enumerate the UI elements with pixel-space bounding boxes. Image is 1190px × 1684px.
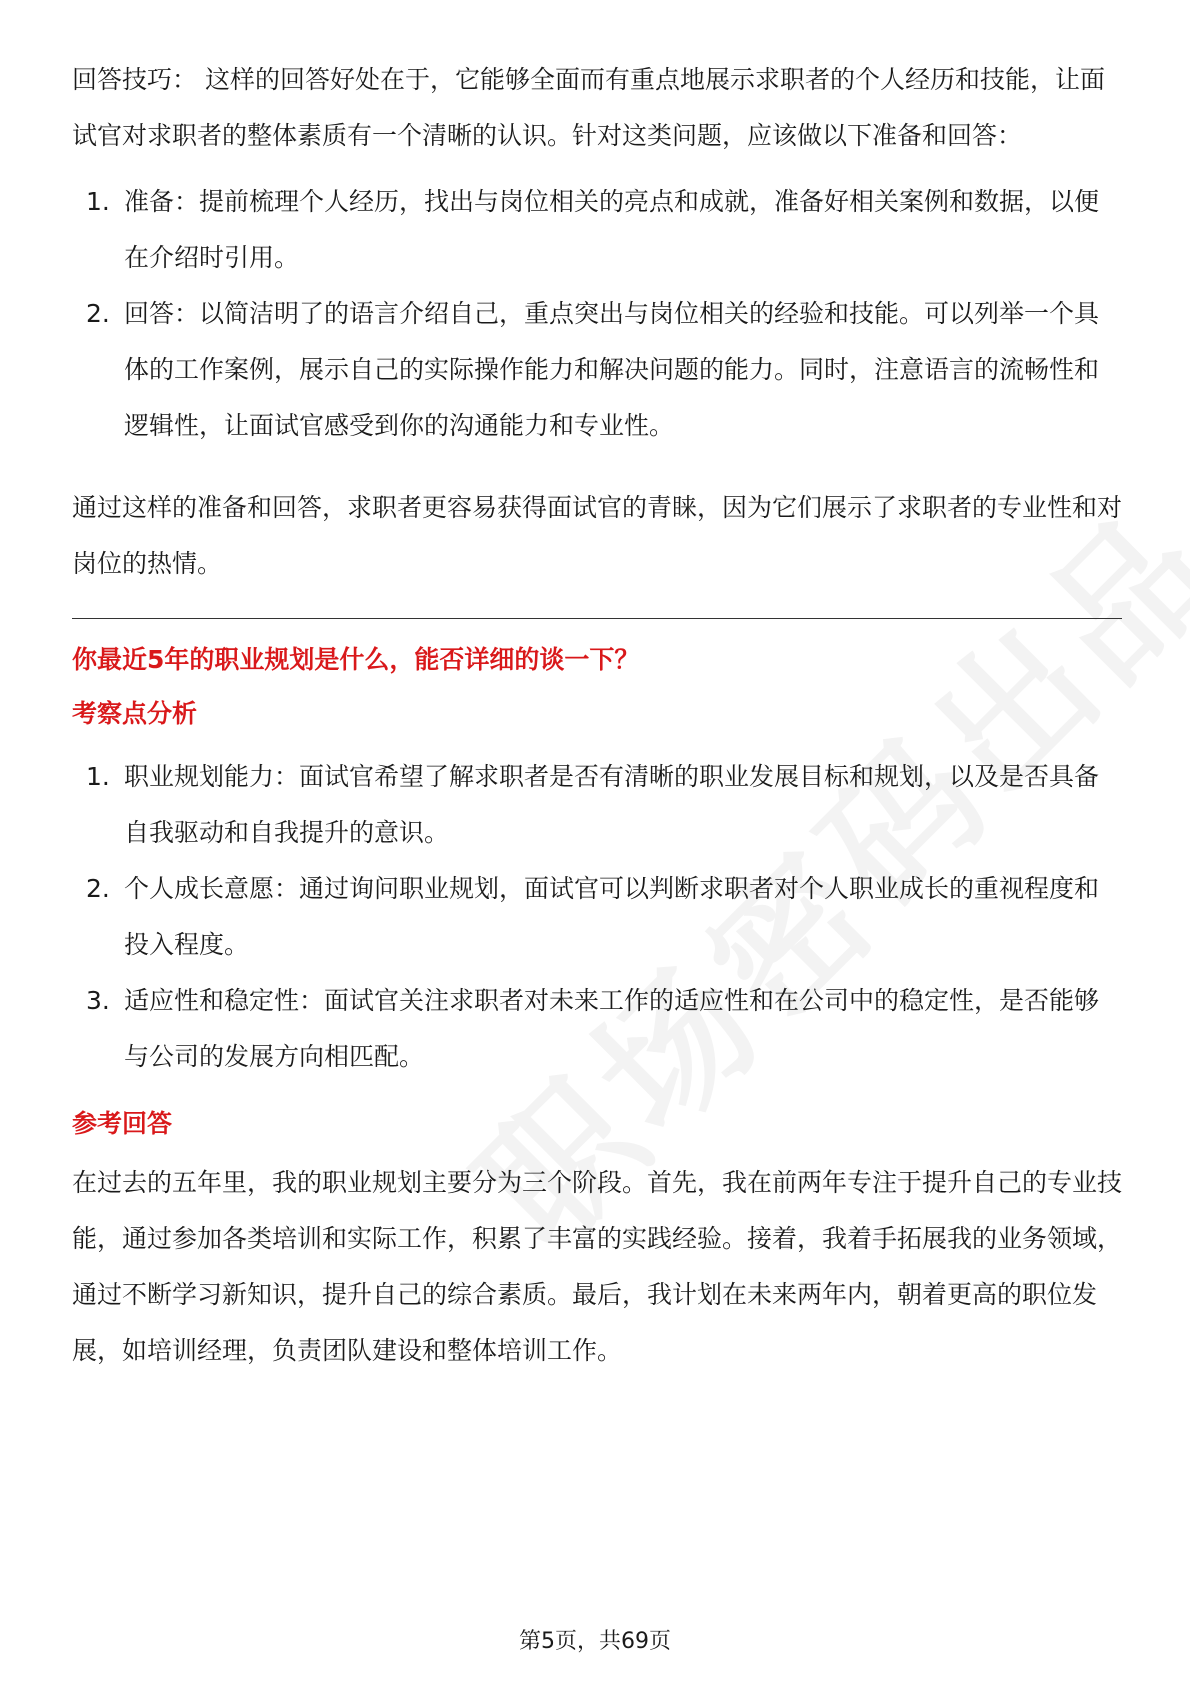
list-number: 1.: [86, 187, 110, 216]
document-body: [72, 52, 1122, 1379]
reference-answer-paragraph: 在过去的五年里，我的职业规划主要分为三个阶段。首先，我在前两年专注于提升自己的专业技能，通过参加各类培训和实际工作，积累了丰富的实践经验。接着，我着手拓展我的业务领域，通过不断学习新知识，提升自己的综合素质。最后，我计划在未来两年内，朝着更高的职位发展，如培训经理，负责团队建设和整体培训工作。: [72, 1168, 1123, 1365]
list-number: 3.: [86, 986, 110, 1015]
reference-heading: 参考回答: [72, 1109, 173, 1138]
list-text: 回答：以简洁明了的语言介绍自己，重点突出与岗位相关的经验和技能。可以列举一个具体的工作案例，展示自己的实际操作能力和解决问题的能力。同时，注意语言的流畅性和逻辑性，让面试官感受到你的沟通能力和专业性。: [124, 299, 1100, 440]
page-number: 第5页，共69页: [519, 1629, 671, 1654]
list-number: 2.: [86, 299, 110, 328]
list-number: 2.: [86, 874, 110, 903]
list-item: [72, 861, 1122, 973]
question-heading: 你最近5年的职业规划是什么，能否详细的谈一下？: [72, 645, 640, 674]
conclusion-paragraph: 通过这样的准备和回答，求职者更容易获得面试官的青睐，因为它们展示了求职者的专业性和对岗位的热情。: [72, 493, 1123, 578]
list-text: 职业规划能力：面试官希望了解求职者是否有清晰的职业发展目标和规划，以及是否具备自我驱动和自我提升的意识。: [124, 762, 1100, 847]
list-text: 个人成长意愿：通过询问职业规划，面试官可以判断求职者对个人职业成长的重视程度和投入程度。: [124, 874, 1100, 959]
list-text: 适应性和稳定性：面试官关注求职者对未来工作的适应性和在公司中的稳定性，是否能够与公司的发展方向相匹配。: [124, 986, 1100, 1071]
list-item: [72, 749, 1122, 861]
analysis-heading: 考察点分析: [72, 699, 198, 728]
section-divider: [72, 618, 1122, 619]
analysis-list: [72, 749, 1122, 1085]
list-item: [72, 973, 1122, 1085]
list-text: 准备：提前梳理个人经历，找出与岗位相关的亮点和成就，准备好相关案例和数据，以便在介绍时引用。: [124, 187, 1100, 272]
list-item: [72, 174, 1122, 286]
answer-tips-paragraph: 回答技巧： 这样的回答好处在于，它能够全面而有重点地展示求职者的个人经历和技能，让面试官对求职者的整体素质有一个清晰的认识。针对这类问题，应该做以下准备和回答：: [72, 65, 1105, 150]
list-item: [72, 286, 1122, 454]
preparation-list: [72, 174, 1122, 454]
list-number: 1.: [86, 762, 110, 791]
